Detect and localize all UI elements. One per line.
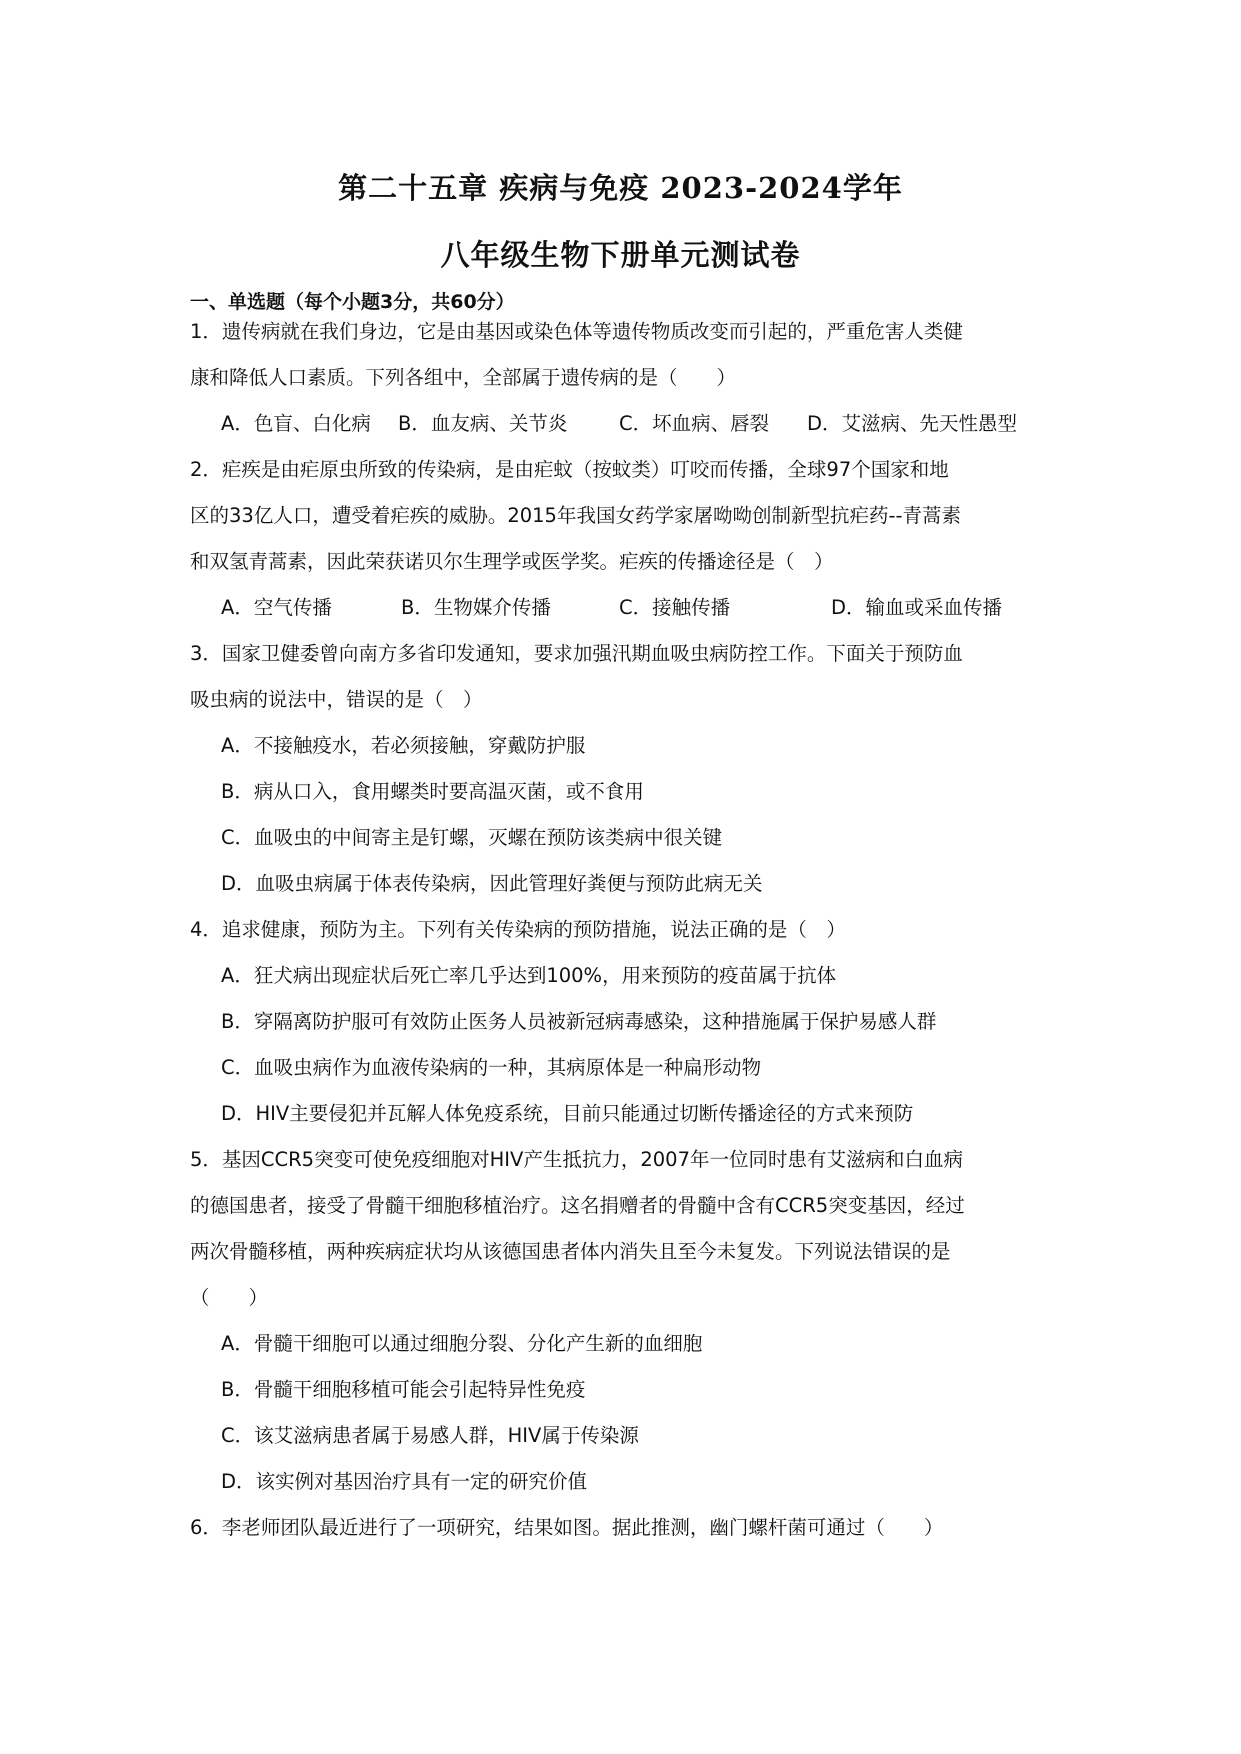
page-title-line2: 八年级生物下册单元测试卷 xyxy=(440,238,801,272)
question-3-option-a: A．不接触疫水，若必须接触，穿戴防护服 xyxy=(221,734,586,757)
question-3-line-1: 3．国家卫健委曾向南方多省印发通知，要求加强汛期血吸虫病防控工作。下面关于预防血 xyxy=(190,642,963,665)
question-4-line-1: 4．追求健康，预防为主。下列有关传染病的预防措施，说法正确的是（ ） xyxy=(190,918,846,941)
question-5-line-4: （ ） xyxy=(190,1286,269,1309)
page-title-line1: 第二十五章 疾病与免疫 2023-2024学年 xyxy=(338,171,903,205)
question-2-line-2: 区的33亿人口，遭受着疟疾的威胁。2015年我国女药学家屠呦呦创制新型抗疟药--青蒿素 xyxy=(190,504,962,527)
question-5-option-b: B．骨髓干细胞移植可能会引起特异性免疫 xyxy=(221,1378,586,1401)
question-4-option-d: D．HIV主要侵犯并瓦解人体免疫系统，目前只能通过切断传播途径的方式来预防 xyxy=(221,1102,914,1125)
question-2-option-c: C．接触传播 xyxy=(619,596,731,619)
question-4-option-c: C．血吸虫病作为血液传染病的一种，其病原体是一种扁形动物 xyxy=(221,1056,762,1079)
question-1-line-2: 康和降低人口素质。下列各组中，全部属于遗传病的是（ ） xyxy=(190,366,737,389)
question-1-option-c: C．坏血病、唇裂 xyxy=(619,412,770,435)
question-3-option-d: D．血吸虫病属于体表传染病，因此管理好粪便与预防此病无关 xyxy=(221,872,763,895)
question-5-option-d: D．该实例对基因治疗具有一定的研究价值 xyxy=(221,1470,588,1493)
question-6-line-1: 6．李老师团队最近进行了一项研究，结果如图。据此推测，幽门螺杆菌可通过（ ） xyxy=(190,1516,944,1539)
question-4-option-a: A．狂犬病出现症状后死亡率几乎达到100%，用来预防的疫苗属于抗体 xyxy=(221,964,837,987)
question-5-option-a: A．骨髓干细胞可以通过细胞分裂、分化产生新的血细胞 xyxy=(221,1332,703,1355)
question-1-option-b: B．血友病、关节炎 xyxy=(398,412,568,435)
question-2-line-1: 2．疟疾是由疟原虫所致的传染病，是由疟蚊（按蚊类）叮咬而传播，全球97个国家和地 xyxy=(190,458,949,481)
question-1-option-a: A．色盲、白化病 xyxy=(221,412,371,435)
question-2-option-a: A．空气传播 xyxy=(221,596,332,619)
question-2-option-b: B．生物媒介传播 xyxy=(401,596,551,619)
question-5-line-3: 两次骨髓移植，两种疾病症状均从该德国患者体内消失且至今未复发。下列说法错误的是 xyxy=(190,1240,951,1263)
question-2-line-3: 和双氢青蒿素，因此荣获诺贝尔生理学或医学奖。疟疾的传播途径是（ ） xyxy=(190,550,834,573)
question-5-line-2: 的德国患者，接受了骨髓干细胞移植治疗。这名捐赠者的骨髓中含有CCR5突变基因，经过 xyxy=(190,1194,965,1217)
question-3-option-b: B．病从口入，食用螺类时要高温灭菌，或不食用 xyxy=(221,780,644,803)
section-heading: 一、单选题（每个小题3分，共60分） xyxy=(190,291,515,313)
question-1-option-d: D．艾滋病、先天性愚型 xyxy=(807,412,1018,435)
question-3-option-c: C．血吸虫的中间寄主是钉螺，灭螺在预防该类病中很关键 xyxy=(221,826,723,849)
question-5-option-c: C．该艾滋病患者属于易感人群，HIV属于传染源 xyxy=(221,1424,639,1447)
question-1-line-1: 1．遗传病就在我们身边，它是由基因或染色体等遗传物质改变而引起的，严重危害人类健 xyxy=(190,320,963,343)
question-4-option-b: B．穿隔离防护服可有效防止医务人员被新冠病毒感染，这种措施属于保护易感人群 xyxy=(221,1010,937,1033)
question-2-option-d: D．输血或采血传播 xyxy=(831,596,1003,619)
question-5-line-1: 5．基因CCR5突变可使免疫细胞对HIV产生抵抗力，2007年一位同时患有艾滋病和白血病 xyxy=(190,1148,963,1171)
question-3-line-2: 吸虫病的说法中，错误的是（ ） xyxy=(190,688,483,711)
